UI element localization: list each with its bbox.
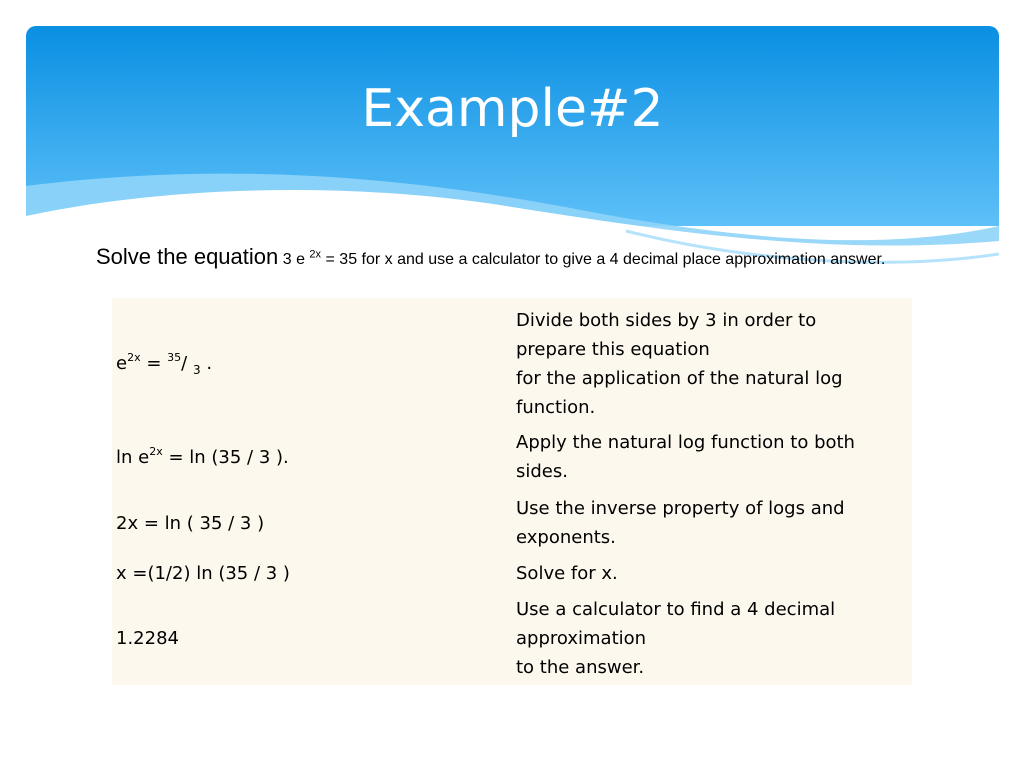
step-math: 2x = ln ( 35 / 3 )	[116, 513, 265, 534]
intro-exponent: 2x	[309, 248, 322, 261]
step-explanation: Use the inverse property of logs and exponents.	[516, 498, 845, 548]
step-math: $\ln e^{2x} = \ln (35 / 3$ ).	[116, 445, 289, 468]
step-math: x =(1/2) ln (35 / 3 )	[116, 563, 290, 584]
step-math: $e^{2x} = ^{35}/$ $_3$ .	[116, 351, 213, 377]
intro-coefficient: 3 e	[282, 251, 305, 268]
page-title: Example#2	[361, 79, 664, 139]
problem-statement	[96, 244, 1024, 270]
step-explanation: Use a calculator to find a 4 decimal approximation to the answer.	[516, 599, 836, 678]
solution-table	[112, 298, 912, 685]
step-explanation: Divide both sides by 3 in order to prepare this equation for the application of the natural log function.	[516, 310, 843, 418]
intro-rest: = 35 for x and use a calculator to give a 4 decimal place approximation answer.	[325, 251, 886, 268]
step-explanation: Solve for x.	[516, 563, 618, 584]
step-math: 1.2284	[116, 628, 179, 649]
step-explanation: Apply the natural log function to both sides.	[516, 432, 855, 482]
intro-lead: Solve the equation	[96, 244, 279, 269]
